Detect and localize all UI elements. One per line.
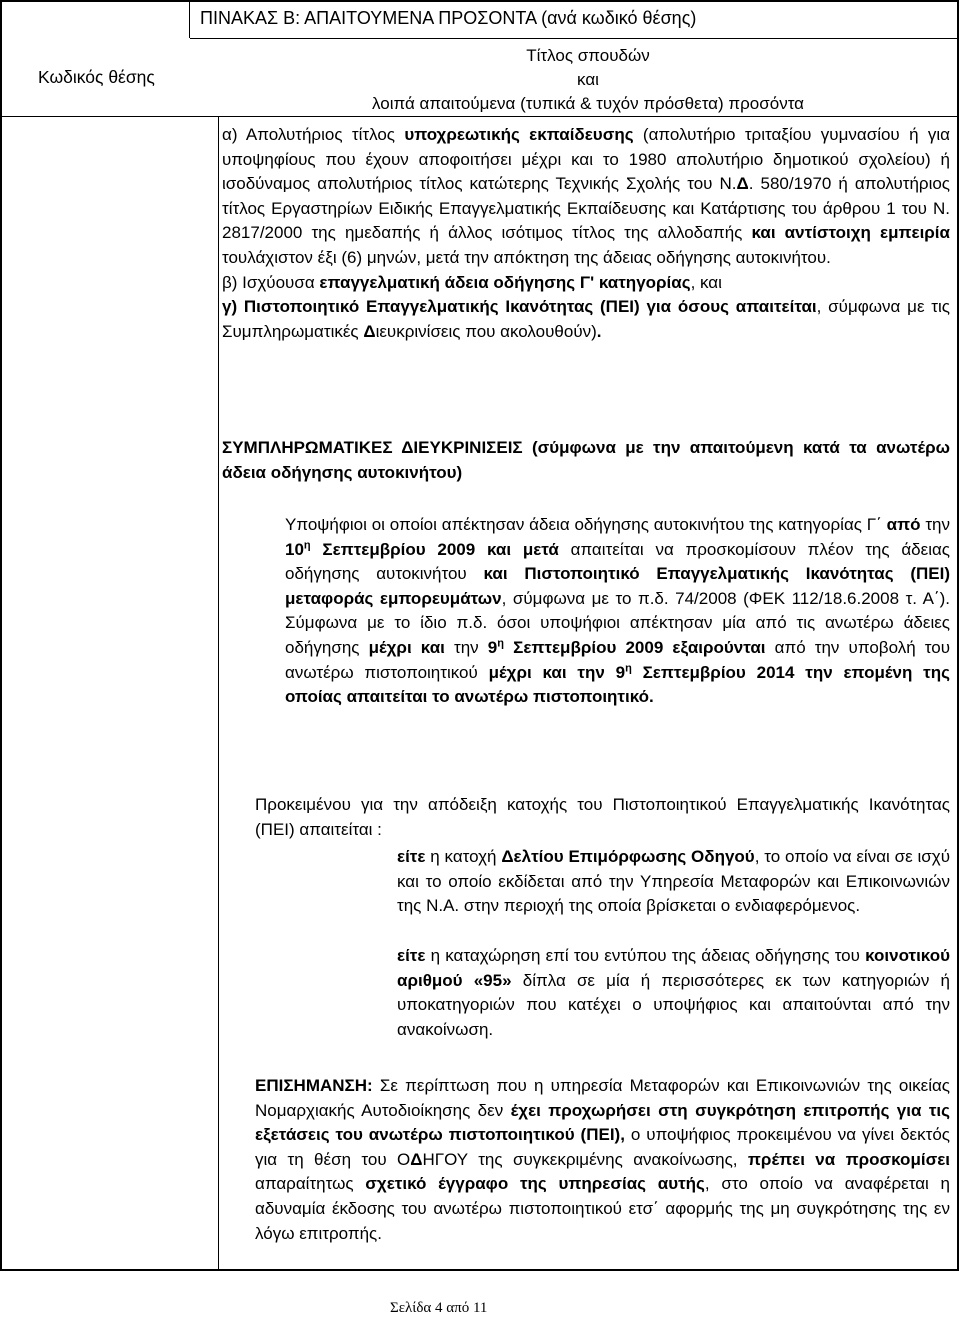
table-title: ΠΙΝΑΚΑΣ Β: ΑΠΑΙΤΟΥΜΕΝΑ ΠΡΟΣΟΝΤΑ (ανά κωδικό θέσης) [200, 8, 697, 28]
table-border-right [957, 0, 959, 1271]
col-header-line3: λοιπά απαιτούμενα (τυπικά & τυχόν πρόσθετα) προσόντα [372, 94, 804, 113]
table-border-bottom [0, 1269, 958, 1271]
requirement-c: γ) Πιστοποιητικό Επαγγελματικής Ικανότητας (ΠΕΙ) για όσους απαιτείται, σύμφωνα με τις Συμπληρωματικές Διευκρινίσεις που ακολουθούν). [222, 297, 950, 341]
table-border-top [0, 0, 958, 2]
requirement-b: β) Ισχύουσα επαγγελματική άδεια οδήγησης Γ' κατηγορίας, και [222, 272, 722, 292]
col-header-qualifications [228, 44, 948, 116]
column-divider [189, 0, 190, 38]
note-paragraph: ΕΠΙΣΗΜΑΝΣΗ: Σε περίπτωση που η υπηρεσία Μεταφορών και Επικοινωνιών της οικείας Νομαρχιακής Αυτοδιοίκησης δεν έχει προχωρήσει στη συγκρότηση επιτροπής για τις εξετάσεις του ανωτέρω πιστοποιητικού (ΠΕΙ), ο υποψήφιος προκειμένου να γίνει δεκτός για τη θέση του ΟΔΗΓΟΥ της συγκεκριμένης ανακοίνωσης, πρέπει να προσκομίσει απαραίτητως σχετικό έγγραφο της υπηρεσίας αυτής, στο οποίο να αναφέρεται η αδυναμία έκδοσης του ανωτέρω πιστοποιητικού ετσ΄ αφορμής της μη συγκρότησης της εν λόγω επιτροπής. [255, 1076, 950, 1243]
paragraph-pei-requirement: Υποψήφιοι οι οποίοι απέκτησαν άδεια οδήγησης αυτοκινήτου της κατηγορίας Γ΄ από την $10^\eta$ Σεπτεμβρίου 2009 και μετά απαιτείται να προσκομίσουν πλέον της άδειας οδήγησης αυτοκινήτου και Πιστοποιητικό Επαγγελματικής Ικανότητας (ΠΕΙ) μεταφοράς εμπορευμάτων, σύμφωνα με το π.δ. 74/2008 (ΦΕΚ 112/18.6.2008 τ. Α΄). Σύμφωνα με το ίδιο π.δ. όσοι υποψήφιοι απέκτησαν μία από τις ανωτέρω άδειες οδήγησης μέχρι και την $9^\eta$ Σεπτεμβρίου 2009 εξαιρούνται από την υποβολή του ανωτέρω πιστοποιητικού μέχρι και την $9^\eta$ Σεπτεμβρίου 2014 την επομένη της οποίας απαιτείται το ανωτέρω πιστοποιητικό. [285, 515, 950, 707]
proof-option-2: είτε η καταχώρηση επί του εντύπου της άδειας οδήγησης του κοινοτικού αριθμού «95» δίπλα σε μία ή περισσότερες εκ των κατηγοριών ή υποκατηγοριών που κατέχει ο υποψήφιος και απαιτούνται από την ανακοίνωση. [397, 946, 950, 1039]
table-border-left [0, 0, 2, 1271]
col-header-line1: Τίτλος σπουδών [526, 46, 650, 65]
col-header-line2: και [577, 70, 599, 89]
column-divider-body [218, 116, 219, 1270]
page-number: Σελίδα 4 από 11 [390, 1300, 488, 1316]
title-row-divider [190, 38, 958, 39]
supplementary-heading: ΣΥΜΠΛΗΡΩΜΑΤΙΚΕΣ ΔΙΕΥΚΡΙΝΙΣΕΙΣ (σύμφωνα με την απαιτούμενη κατά τα ανωτέρω άδεια οδήγησης αυτοκινήτου) [222, 438, 951, 482]
col-header-code: Κωδικός θέσης [38, 67, 155, 87]
requirement-a: α) Απολυτήριος τίτλος υποχρεωτικής εκπαίδευσης (απολυτήριο τριταξίου γυμνασίου ή για υποψηφίους που έχουν αποφοιτήσει μέχρι και το 1980 απολυτήριο δημοτικού σχολείου) ή ισοδύναμος απολυτήριος τίτλος κατώτερης Τεχνικής Σχολής του Ν.Δ. 580/1970 ή απολυτήριος τίτλος Εργαστηρίων Ειδικής Επαγγελματικής Εκπαίδευσης και Κατάρτισης του άρθρου 1 του Ν. 2817/2000 της ημεδαπής ή άλλος ισότιμος τίτλος της αλλοδαπής και αντίστοιχη εμπειρία τουλάχιστον έξι (6) μηνών, μετά την απόκτηση της άδειας οδήγησης αυτοκινήτου. [222, 125, 951, 267]
requirements-block [222, 123, 950, 344]
paragraph-proof-intro: Προκειμένου για την απόδειξη κατοχής του Πιστοποιητικού Επαγγελματικής Ικανότητας (ΠΕΙ) απαιτείται : [255, 795, 950, 839]
header-row-divider [0, 116, 958, 117]
proof-option-1: είτε η κατοχή Δελτίου Επιμόρφωσης Οδηγού, το οποίο να είναι σε ισχύ και το οποίο εκδίδεται από την Υπηρεσία Μεταφορών και Επικοινωνιών της Ν.Α. στην περιοχή της οποία βρίσκεται ο ενδιαφερόμενος. [397, 847, 950, 916]
